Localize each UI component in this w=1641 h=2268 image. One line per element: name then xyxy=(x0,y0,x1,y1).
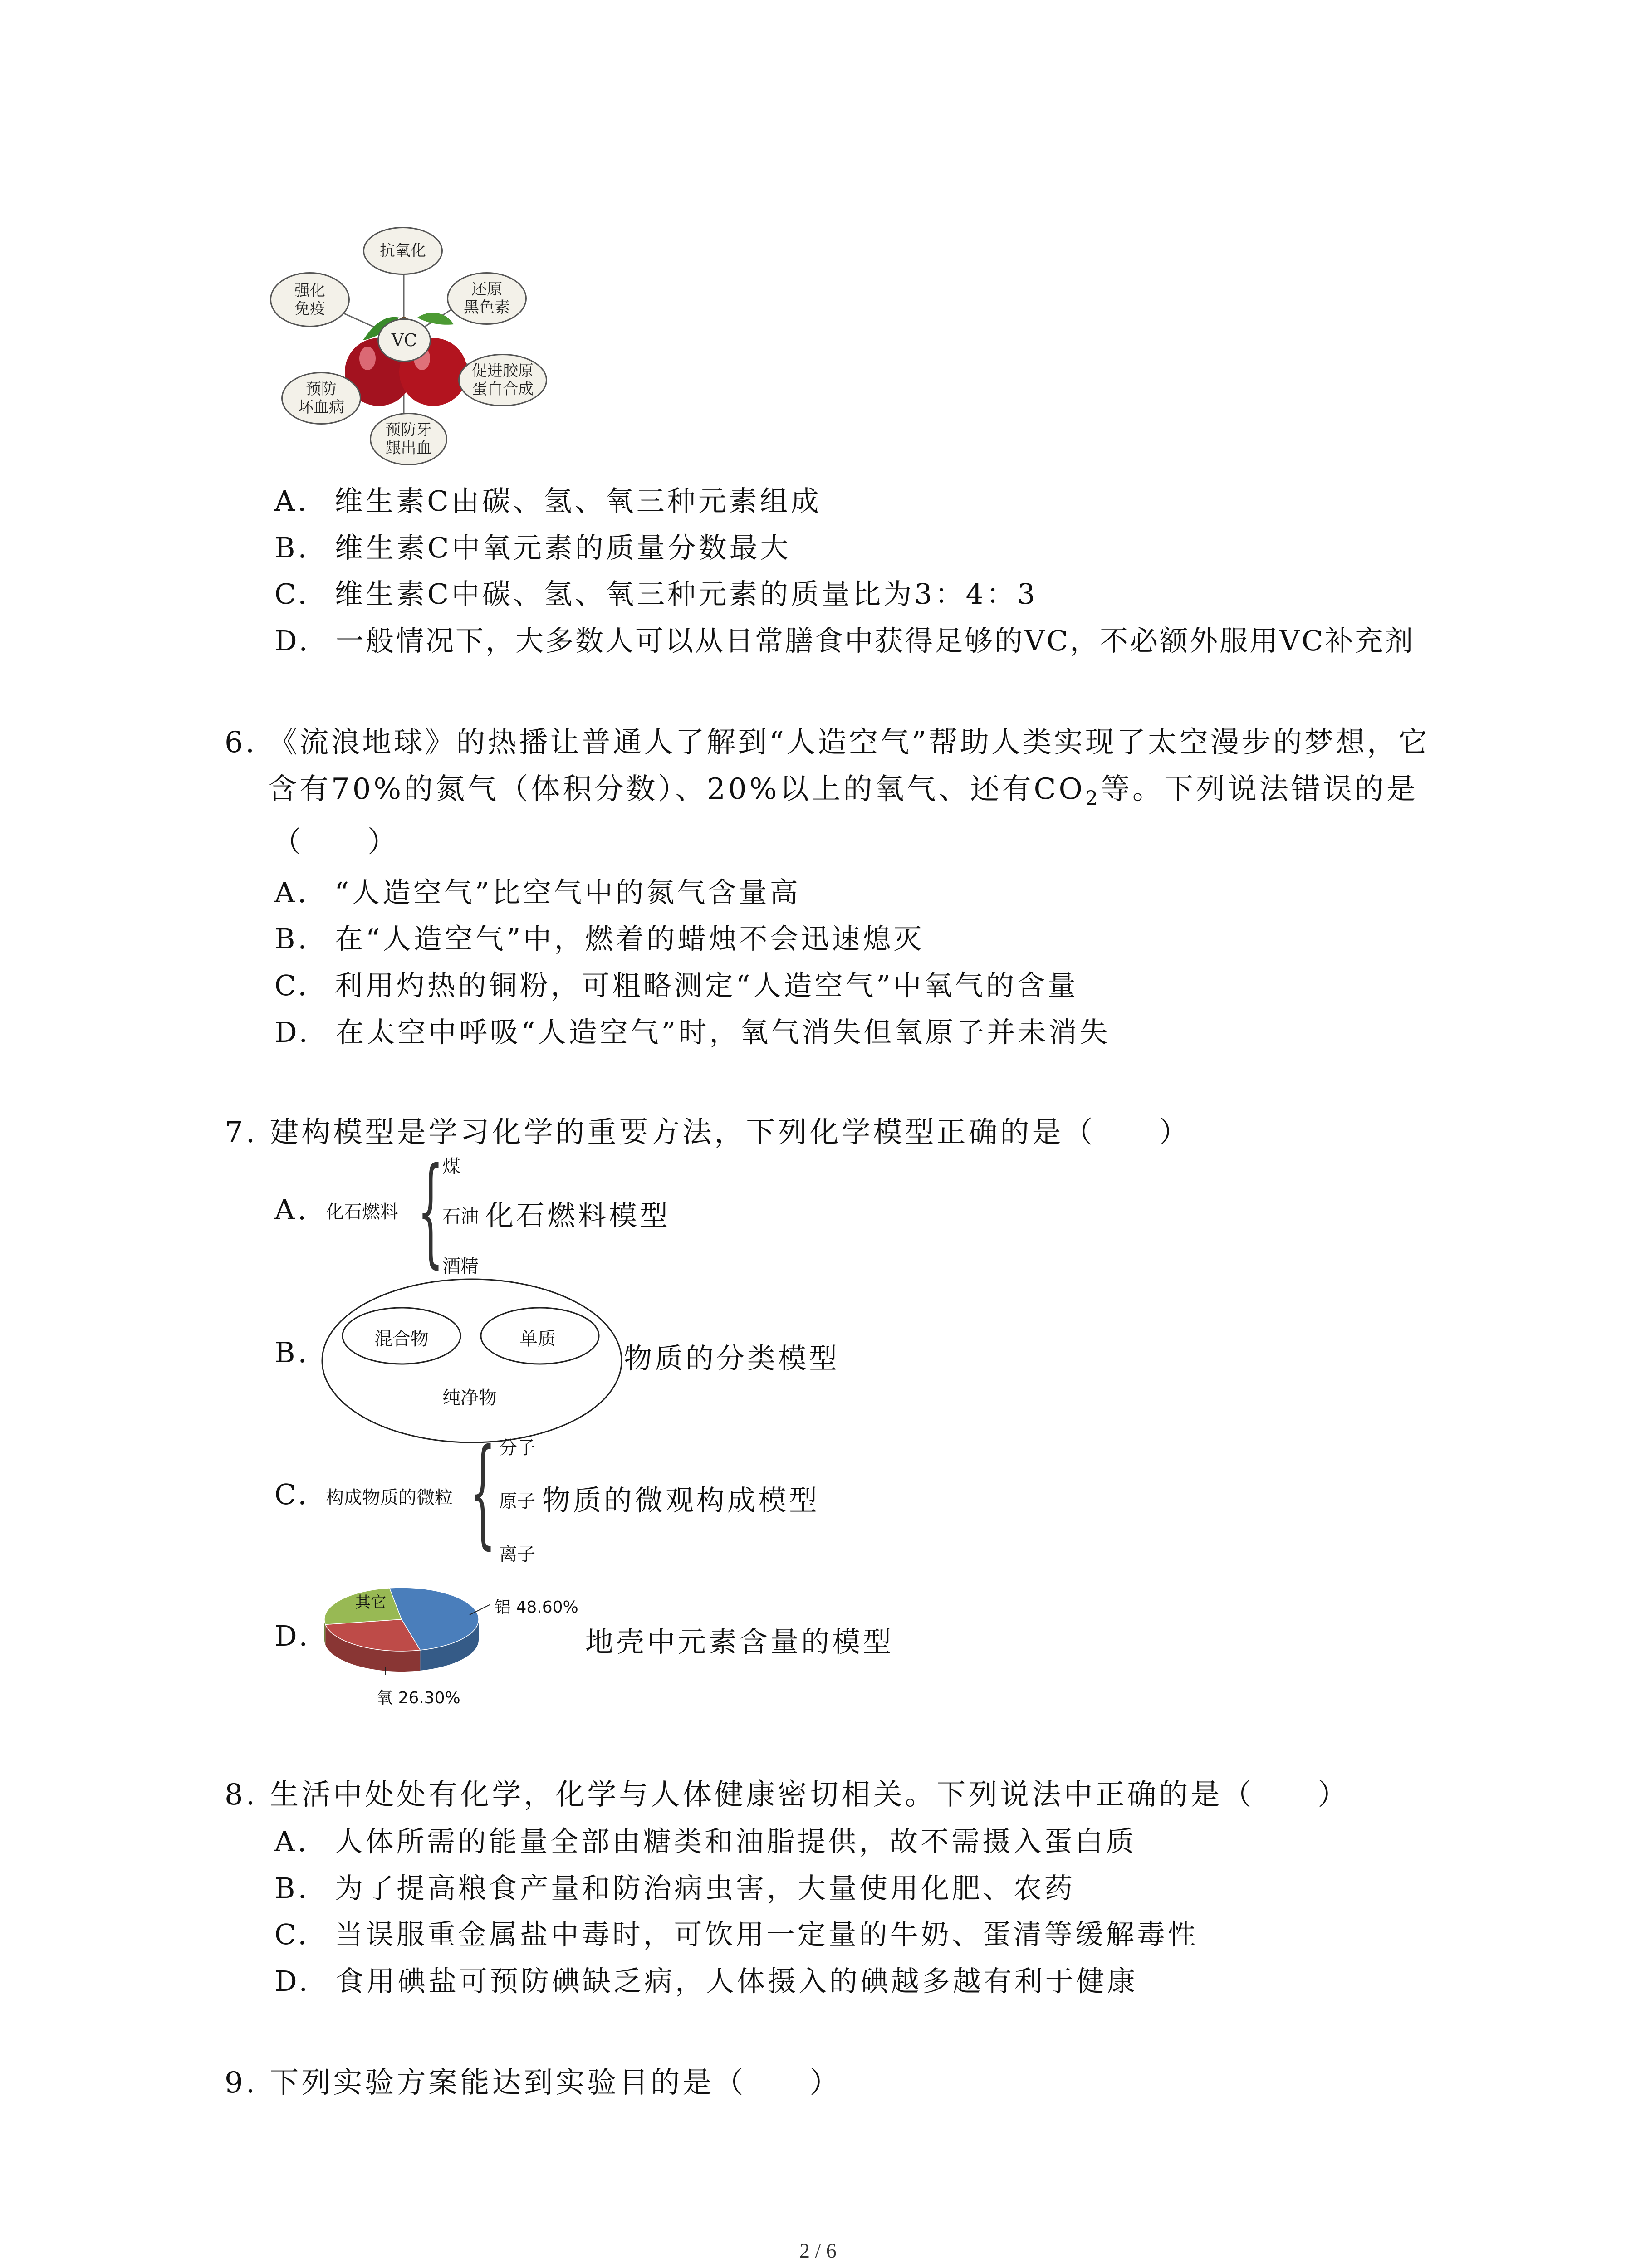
q6-co2-subscript: 2 xyxy=(1085,787,1101,810)
q6-option-c xyxy=(274,963,1078,1003)
q7-c-item-atom: 原子 xyxy=(499,1491,535,1512)
q7-stem: 7. 建构模型是学习化学的重要方法，下列化学模型正确的是（ ） xyxy=(225,1116,1191,1149)
q5-option-a xyxy=(274,479,822,519)
page-number: 2 / 6 xyxy=(799,2239,837,2262)
q7-b-inner-mixture: 混合物 xyxy=(374,1329,429,1349)
q7-d-caption: 地壳中元素含量的模型 xyxy=(585,1625,894,1658)
q7-a-caption: 化石燃料模型 xyxy=(485,1199,671,1232)
option-letter: B. xyxy=(274,1872,310,1905)
q7-d-label-aluminum: 铝 48.60% xyxy=(495,1598,578,1617)
vc-benefit-collagen: 促进胶原 蛋白合成 xyxy=(458,354,547,406)
q5-option-c xyxy=(274,572,1038,612)
q7-d-label-other: 其它 xyxy=(355,1593,386,1612)
option-letter: B. xyxy=(274,531,310,564)
option-text: 利用灼热的铜粉，可粗略测定“人造空气”中氧气的含量 xyxy=(334,969,1079,1002)
q6-option-a xyxy=(274,870,801,910)
q7-d-label-oxygen: 氧 26.30% xyxy=(377,1689,460,1707)
option-letter: A. xyxy=(274,1825,309,1858)
q7-a-item-coal: 煤 xyxy=(442,1156,460,1177)
q8-option-c xyxy=(274,1912,1199,1952)
vitamin-c-figure xyxy=(268,222,549,476)
vc-benefit-scurvy: 预防 坏血病 xyxy=(281,372,361,425)
q6-answer-blank: （ ） xyxy=(272,826,399,859)
option-letter: D. xyxy=(274,1016,311,1049)
q6-stem-text-a: 含有70%的氮气（体积分数）、20%以上的氧气、还有CO xyxy=(268,772,1085,806)
q7-b-outer-pure: 纯净物 xyxy=(442,1388,497,1408)
q6-stem-text-b: 等。下列说法错误的是 xyxy=(1100,772,1418,806)
q7-b-caption: 物质的分类模型 xyxy=(624,1342,840,1375)
q7-c-brace: { xyxy=(470,1424,496,1561)
q5-option-d xyxy=(274,618,1415,659)
q6-stem-line1: 6. 《流浪地球》的热播让普通人了解到“人造空气”帮助人类实现了太空漫步的梦想，它 xyxy=(225,726,1430,759)
vc-benefit-melanin: 还原 黑色素 xyxy=(447,272,527,325)
q7-c-item-molecule: 分子 xyxy=(499,1437,535,1458)
q7-c-label: 构成物质的微粒 xyxy=(326,1487,453,1508)
option-letter: B. xyxy=(274,922,310,955)
option-text: 一般情况下，大多数人可以从日常膳食中获得足够的VC，不必额外服用VC补充剂 xyxy=(335,624,1415,657)
q7-option-d-letter: D. xyxy=(274,1619,311,1652)
q8-stem: 8. 生活中处处有化学，化学与人体健康密切相关。下列说法中正确的是（ ） xyxy=(225,1778,1350,1812)
vc-benefit-gum: 预防牙 龈出血 xyxy=(370,413,447,465)
q7-c-caption: 物质的微观构成模型 xyxy=(542,1484,820,1517)
q7-d-pie-chart xyxy=(318,1572,490,1676)
option-text: 在“人造空气”中，燃着的蜡烛不会迅速熄灭 xyxy=(335,922,925,955)
option-text: 为了提高粮食产量和防治病虫害，大量使用化肥、农药 xyxy=(335,1872,1076,1905)
q7-c-item-ion: 离子 xyxy=(499,1544,535,1565)
q6-stem-line2 xyxy=(268,766,1418,810)
option-letter: C. xyxy=(274,577,309,611)
q7-option-c-letter: C. xyxy=(274,1478,309,1511)
option-text: 维生素C由碳、氢、氧三种元素组成 xyxy=(334,484,822,518)
q7-a-item-oil: 石油 xyxy=(442,1206,479,1227)
vc-benefit-antioxidant: 抗氧化 xyxy=(363,227,443,275)
option-letter: C. xyxy=(274,969,309,1002)
q6-option-b xyxy=(274,916,924,957)
q7-option-a-letter: A. xyxy=(274,1193,309,1226)
q7-option-b-letter: B. xyxy=(274,1336,310,1369)
q6-option-d xyxy=(274,1010,1110,1050)
option-letter: A. xyxy=(274,484,309,518)
q9-stem: 9. 下列实验方案能达到实验目的是（ ） xyxy=(225,2066,842,2100)
option-text: 在太空中呼吸“人造空气”时，氧气消失但氧原子并未消失 xyxy=(335,1016,1111,1049)
vc-center-bubble: VC xyxy=(377,318,431,362)
option-letter: A. xyxy=(274,876,309,909)
q7-b-classification-diagram xyxy=(318,1275,626,1447)
option-text: “人造空气”比空气中的氮气含量高 xyxy=(334,876,801,909)
q7-a-brace: { xyxy=(417,1143,444,1280)
q8-option-a xyxy=(274,1819,1136,1859)
q7-a-item-alcohol: 酒精 xyxy=(442,1256,479,1277)
q7-b-inner-element: 单质 xyxy=(519,1329,556,1349)
option-letter: D. xyxy=(274,624,311,657)
q8-option-d xyxy=(274,1959,1138,1999)
vc-benefit-immunity: 强化 免疫 xyxy=(270,272,350,327)
option-text: 人体所需的能量全部由糖类和油脂提供，故不需摄入蛋白质 xyxy=(334,1825,1137,1858)
option-text: 当误服重金属盐中毒时，可饮用一定量的牛奶、蛋清等缓解毒性 xyxy=(334,1918,1199,1951)
option-text: 维生素C中氧元素的质量分数最大 xyxy=(335,531,791,564)
option-letter: D. xyxy=(274,1965,311,1998)
option-letter: C. xyxy=(274,1918,309,1951)
q8-option-b xyxy=(274,1866,1075,1906)
q7-a-label: 化石燃料 xyxy=(326,1202,398,1222)
option-text: 维生素C中碳、氢、氧三种元素的质量比为3：4：3 xyxy=(334,577,1038,611)
q5-option-b xyxy=(274,525,791,566)
option-text: 食用碘盐可预防碘缺乏病，人体摄入的碘越多越有利于健康 xyxy=(335,1965,1138,1998)
